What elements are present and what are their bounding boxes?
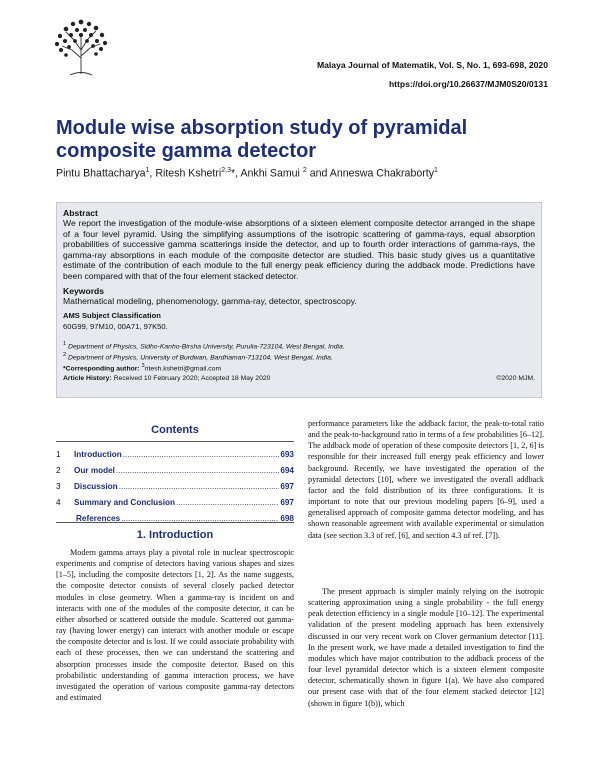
toc-number: 1 bbox=[56, 449, 61, 459]
toc-page[interactable]: 697 bbox=[280, 497, 294, 507]
toc-heading: Contents bbox=[151, 424, 199, 436]
abstract-box bbox=[56, 202, 542, 398]
table-of-contents bbox=[56, 446, 294, 526]
author-separator: , bbox=[149, 167, 156, 180]
author-name: Ankhi Samui bbox=[240, 167, 300, 180]
toc-number: 4 bbox=[56, 497, 61, 507]
author-separator: and bbox=[306, 167, 330, 180]
toc-page[interactable]: 694 bbox=[280, 465, 294, 475]
toc-page[interactable]: 698 bbox=[280, 513, 294, 523]
author-name: Anneswa Chakraborty bbox=[329, 167, 434, 180]
journal-citation: Malaya Journal of Matematik, Vol. S, No. 1, 693-698, 2020 bbox=[316, 60, 548, 70]
toc-divider bbox=[56, 441, 294, 442]
history-label: Article History: bbox=[63, 374, 112, 382]
toc-label[interactable]: Summary and Conclusion bbox=[74, 497, 175, 507]
toc-label[interactable]: Introduction bbox=[74, 449, 122, 459]
author-affiliation-mark: 1 bbox=[434, 167, 438, 174]
affiliation-2 bbox=[63, 351, 535, 362]
toc-label[interactable]: References bbox=[76, 513, 121, 523]
author-affiliation-mark: 1 bbox=[145, 167, 150, 174]
toc-item[interactable] bbox=[56, 462, 294, 478]
section-heading-introduction: 1. Introduction bbox=[136, 529, 214, 541]
toc-item[interactable] bbox=[56, 446, 294, 462]
author-name: Ritesh Kshetri bbox=[155, 167, 222, 180]
corresponding-label: *Corresponding author: bbox=[63, 365, 140, 373]
body-paragraph: The present approach is simpler mainly relying on the isotropic scattering approximation using a single probability - the full energy peak detection efficiency in a single module [10–12]. The experimental validation of the present modeling approach has been extensively discussed in our very recent work on Clover germanium detector [11]. In the present work, we have made a detailed investigation to find the modules which have major contribution to the addback process of the four level pyramidal detector which is a sixteen element composite detector, schematically shown in figure 1(a). We have also compared our present case with that of the four element stacked detector [12] (shown in figure 1(b)), which bbox=[308, 587, 544, 708]
affiliation-text: Department of Physics, University of Burdwan, Bardhaman-713104, West Bengal, India. bbox=[68, 354, 333, 362]
ams-codes: 60G99, 97M10, 00A71, 97K50. bbox=[63, 322, 168, 332]
body-paragraph: performance parameters like the addback factor, the peak-to-total ratio and the peak-to-background ratio in terms of a few probabilities [6–12]. The addback mode of operation of these composite detectors [1, 2, 6] is responsible for their increased full energy peak efficiency and lower background. Recently, we have investigated the operation of the pyramidal detectors [10], where we investigated the overall addback factor and the fold distribution of its three configurations. It is important to note that our previous modeling papers [6–9], used a generalised approach of composite gamma detector modeling, and has shown reasonable agreement with available experimental or simulation data (see section 3.3 of ref. [6], and section 4.3 of ref. [7]). bbox=[308, 419, 544, 540]
history-dates: Received 10 February 2020; Accepted 18 May 2020 bbox=[113, 374, 271, 382]
toc-leader bbox=[123, 450, 280, 459]
affiliation-mark: 2 bbox=[63, 352, 67, 359]
ams-heading: AMS Subject Classification bbox=[63, 311, 161, 321]
toc-page[interactable]: 693 bbox=[280, 449, 294, 459]
corresponding-author bbox=[63, 362, 535, 373]
keywords-heading: Keywords bbox=[63, 285, 105, 296]
affiliation-text: Department of Physics, Sidho-Kanho-Birsha University, Purulia-723104, West Bengal, India. bbox=[68, 343, 345, 351]
introduction-paragraph: Modern gamma arrays play a pivotal role in nuclear spectroscopic experiments and comprise of detectors having various shapes and sizes [1–5], including the composite detectors [1, 2]. As the name suggests, the composite detector consists of several closely packed detector modules in close geometry. When a gamma-ray is incident on and interacts with one of the modules of the composite detector, it can be either absorbed or scattered outside the module. Scattered out gamma-ray (having lower energy) can interact with another module or escape the composite detector and is lost. If we could associate probability with each of these processes, then we can understand the scattering and absorption processes inside the composite detector. Based on this probabilistic understanding of gamma interaction process, we have investigated the operation of various composite gamma-ray detectors and estimated bbox=[56, 548, 294, 703]
toc-divider bbox=[56, 522, 294, 523]
copyright: ©2020 MJM. bbox=[496, 374, 535, 382]
abstract-text: We report the investigation of the module-wise absorptions of a sixteen element composite detector arranged in the shape of a four level pyramid. Using the simplifying assumptions of the isotropic scattering of gamma-rays, equal absorption probabilities of successive gamma scatterings inside the detector, and up to fourth order interactions of gamma-rays, the gamma-ray absorptions in each module of the composite detector are studied. This basic study gives us a quantitative estimate of the contribution of each module to the full energy peak efficiency during the addback mode. Predictions have been compared with that of the four element stacked detector. bbox=[63, 218, 535, 281]
toc-item[interactable] bbox=[56, 510, 294, 526]
author-separator: , bbox=[235, 167, 241, 180]
author-name: Pintu Bhattacharya bbox=[56, 167, 146, 180]
toc-number: 3 bbox=[56, 481, 61, 491]
affiliation-mark: 1 bbox=[63, 340, 67, 347]
article-history bbox=[63, 375, 270, 382]
author-affiliation-mark: 2 bbox=[302, 167, 307, 174]
author-list bbox=[56, 167, 438, 180]
toc-leader bbox=[119, 482, 280, 491]
corresponding-mark: 3 bbox=[141, 363, 145, 370]
abstract-heading: Abstract bbox=[63, 208, 98, 218]
toc-number: 2 bbox=[56, 465, 61, 475]
toc-label[interactable]: Discussion bbox=[74, 481, 118, 491]
article-history-row bbox=[63, 375, 535, 382]
keywords-text: Mathematical modeling, phenomenology, gamma-ray, detector, spectroscopy. bbox=[63, 295, 357, 306]
affiliation-1 bbox=[63, 340, 535, 351]
toc-label[interactable]: Our model bbox=[74, 465, 115, 475]
toc-page[interactable]: 697 bbox=[280, 481, 294, 491]
journal-logo-tree-icon bbox=[50, 14, 112, 76]
toc-leader bbox=[176, 498, 279, 507]
corresponding-email[interactable]: ritesh.kshetri@gmail.com bbox=[144, 365, 222, 373]
author-affiliation-mark: 2,3 bbox=[221, 167, 231, 174]
paper-title: Module wise absorption study of pyramidal composite gamma detector bbox=[56, 117, 468, 162]
toc-item[interactable] bbox=[56, 494, 294, 510]
doi-link[interactable]: https://doi.org/10.26637/MJM0S20/0131 bbox=[388, 79, 548, 89]
toc-leader bbox=[116, 466, 279, 475]
toc-item[interactable] bbox=[56, 478, 294, 494]
corresponding-author-mark: * bbox=[231, 167, 236, 180]
